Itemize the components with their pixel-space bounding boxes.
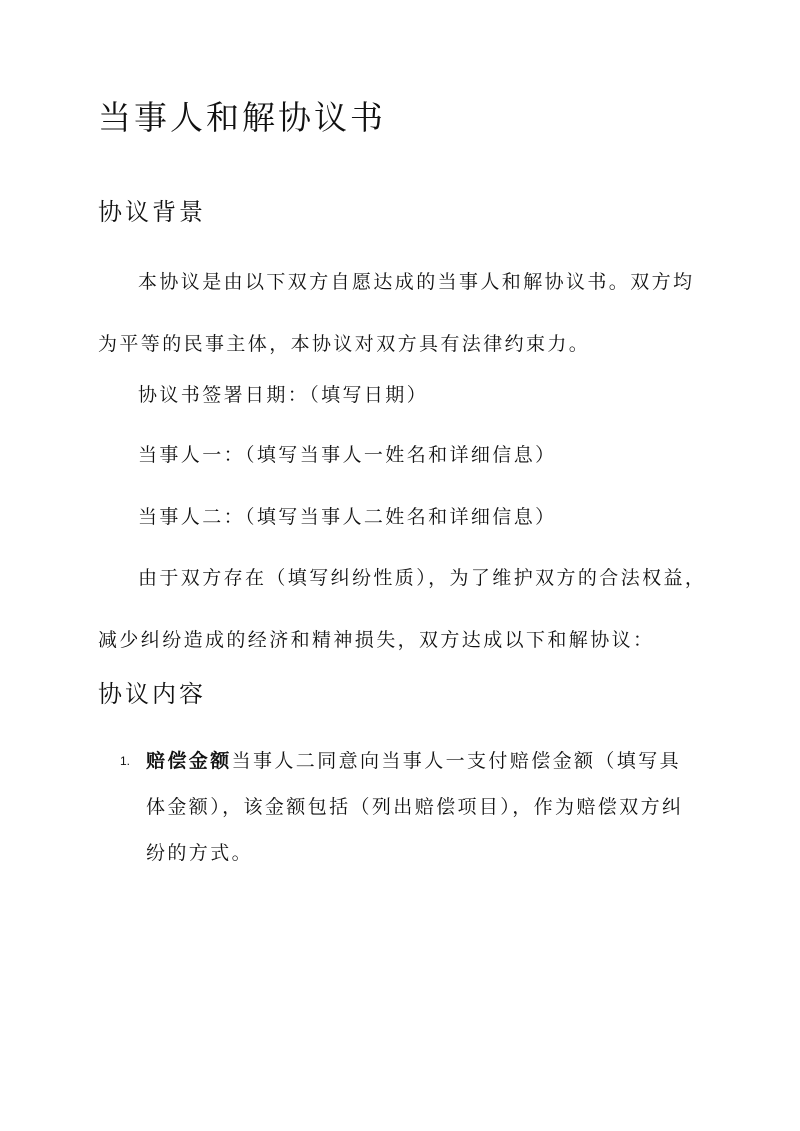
background-paragraph-sign-date: 协议书签署日期：（填写日期） [138,384,429,406]
list-item-label: 赔偿金额 [146,750,232,772]
list-item-text: 当事人二同意向当事人一支付赔偿金额（填写具体金额），该金额包括（列出赔偿项目），作为赔偿双方纠纷的方式。 [146,750,684,864]
agreement-items-list [120,738,700,876]
list-item-number: 1. [120,754,131,768]
section-heading-content: 协议内容 [98,680,206,708]
background-paragraph-dispute: 由于双方存在（填写纠纷性质），为了维护双方的合法权益，减少纠纷造成的经济和精神损失，双方达成以下和解协议： [98,567,707,651]
section-heading-background: 协议背景 [98,198,206,226]
background-paragraph-party-one: 当事人一：（填写当事人一姓名和详细信息） [138,444,557,466]
list-item [120,738,700,876]
background-paragraph-party-two: 当事人二：（填写当事人二姓名和详细信息） [138,506,557,528]
document-title: 当事人和解协议书 [98,98,386,137]
background-paragraph-intro: 本协议是由以下双方自愿达成的当事人和解协议书。双方均为平等的民事主体，本协议对双方具有法律约束力。 [98,271,695,355]
